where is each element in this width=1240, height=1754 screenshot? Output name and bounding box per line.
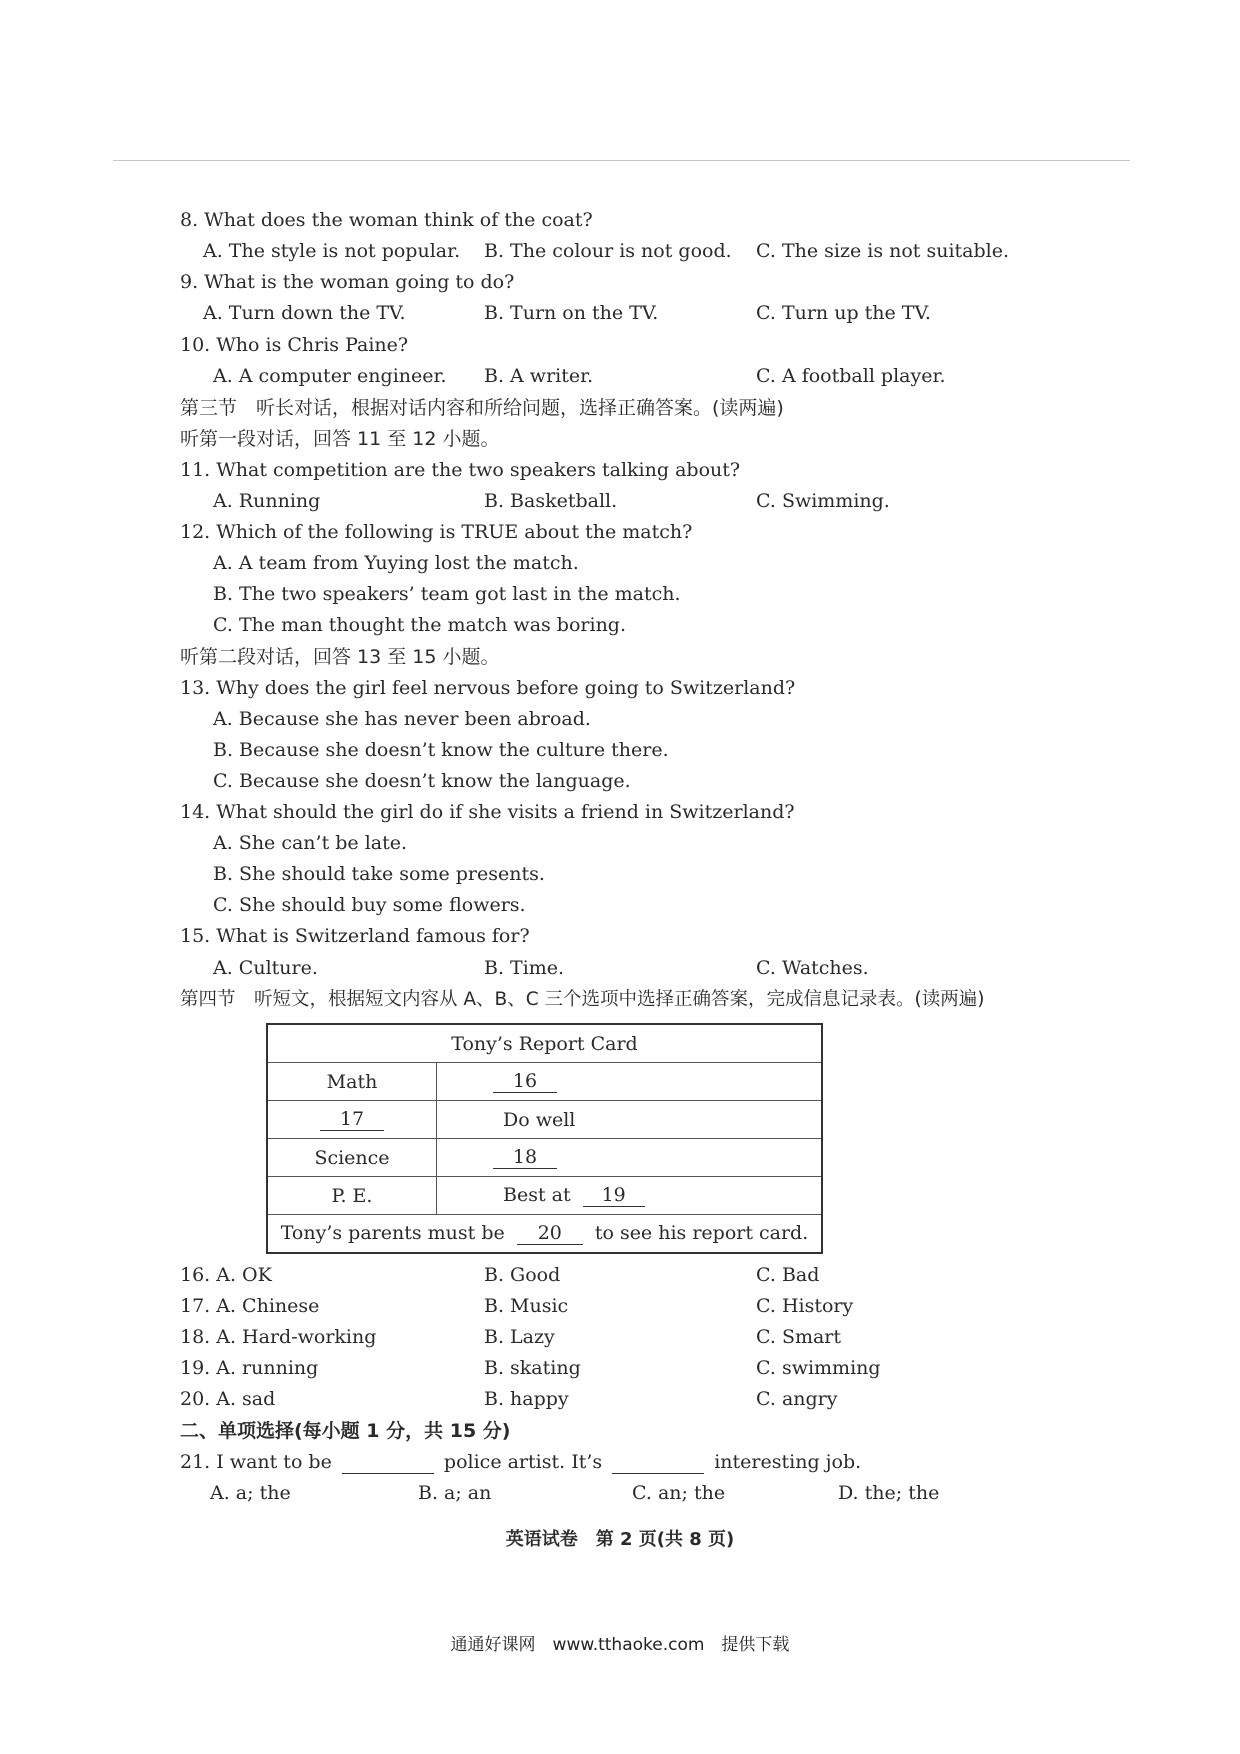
- q21-blank-1: [342, 1451, 434, 1474]
- q13-option-c: C. Because she doesn’t know the language.: [213, 770, 631, 792]
- q15-stem: 15. What is Switzerland famous for?: [180, 925, 530, 947]
- q21-stem: [180, 1450, 861, 1474]
- q17-option-a: 17. A. Chinese: [180, 1295, 320, 1317]
- q11-option-c: C. Swimming.: [756, 490, 890, 512]
- q13-option-a: A. Because she has never been abroad.: [213, 708, 591, 730]
- q10-option-b: B. A writer.: [484, 365, 594, 387]
- math-grade-cell: [437, 1063, 823, 1101]
- subject-science: Science: [267, 1139, 437, 1177]
- q9-option-b: B. Turn on the TV.: [484, 302, 659, 324]
- q21-option-d: D. the; the: [838, 1482, 940, 1504]
- blank-17: 17: [320, 1108, 384, 1131]
- q12-option-c: C. The man thought the match was boring.: [213, 614, 627, 636]
- q15-option-a: A. Culture.: [213, 957, 318, 979]
- blank-19: 19: [583, 1184, 645, 1207]
- best-at-label: Best at: [503, 1184, 571, 1206]
- q19-option-c: C. swimming: [756, 1357, 881, 1379]
- q19-option-b: B. skating: [484, 1357, 581, 1379]
- q21-option-a: A. a; the: [210, 1482, 291, 1504]
- report-card-footer: [267, 1215, 822, 1254]
- q12-option-b: B. The two speakers’ team got last in the match.: [213, 583, 681, 605]
- subject-math: Math: [267, 1063, 437, 1101]
- q8-option-c: C. The size is not suitable.: [756, 240, 1010, 262]
- q21-stem-pre: 21. I want to be: [180, 1451, 332, 1473]
- section-4-heading: 第四节 听短文，根据短文内容从 A、B、C 三个选项中选择正确答案，完成信息记录表。(读两遍): [180, 989, 985, 1010]
- q15-option-c: C. Watches.: [756, 957, 869, 979]
- q20-option-a: 20. A. sad: [180, 1388, 276, 1410]
- part-2-heading: 二、单项选择(每小题 1 分，共 15 分): [180, 1420, 511, 1442]
- q12-stem: 12. Which of the following is TRUE about the match?: [180, 521, 693, 543]
- dialog-1-instruction: 听第一段对话，回答 11 至 12 小题。: [180, 428, 500, 450]
- q15-option-b: B. Time.: [484, 957, 565, 979]
- subject-blank-cell: [267, 1101, 437, 1139]
- q9-stem: 9. What is the woman going to do?: [180, 271, 515, 293]
- dialog-2-instruction: 听第二段对话，回答 13 至 15 小题。: [180, 646, 500, 668]
- watermark: 通通好课网 www.tthaoke.com 提供下载: [450, 1635, 790, 1655]
- q21-stem-mid: police artist. It’s: [443, 1451, 603, 1473]
- q11-option-a: A. Running: [213, 490, 321, 512]
- q14-option-b: B. She should take some presents.: [213, 863, 545, 885]
- blank-16: 16: [493, 1070, 557, 1093]
- header-divider: [113, 160, 1130, 161]
- q21-blank-2: [612, 1451, 704, 1474]
- q10-stem: 10. Who is Chris Paine?: [180, 334, 409, 356]
- q16-option-c: C. Bad: [756, 1264, 820, 1286]
- q9-option-a: A. Turn down the TV.: [203, 302, 406, 324]
- q16-option-b: B. Good: [484, 1264, 561, 1286]
- blank-18: 18: [493, 1146, 557, 1169]
- q10-option-a: A. A computer engineer.: [213, 365, 447, 387]
- page-footer: 英语试卷 第 2 页(共 8 页): [505, 1529, 735, 1550]
- report-footer-post: to see his report card.: [594, 1222, 809, 1244]
- q20-option-b: B. happy: [484, 1388, 569, 1410]
- science-grade-cell: [437, 1139, 823, 1177]
- q21-option-b: B. a; an: [418, 1482, 492, 1504]
- q13-option-b: B. Because she doesn’t know the culture there.: [213, 739, 669, 761]
- q21-option-c: C. an; the: [632, 1482, 726, 1504]
- q17-option-b: B. Music: [484, 1295, 569, 1317]
- q16-option-a: 16. A. OK: [180, 1264, 272, 1286]
- q8-option-b: B. The colour is not good.: [484, 240, 732, 262]
- q8-option-a: A. The style is not popular.: [203, 240, 461, 262]
- pe-grade-cell: [437, 1177, 823, 1215]
- subject-pe: P. E.: [267, 1177, 437, 1215]
- q18-option-a: 18. A. Hard-working: [180, 1326, 377, 1348]
- q18-option-c: C. Smart: [756, 1326, 842, 1348]
- q14-option-a: A. She can’t be late.: [213, 832, 408, 854]
- q20-option-c: C. angry: [756, 1388, 838, 1410]
- q13-stem: 13. Why does the girl feel nervous before going to Switzerland?: [180, 677, 796, 699]
- q14-stem: 14. What should the girl do if she visits a friend in Switzerland?: [180, 801, 795, 823]
- q11-option-b: B. Basketball.: [484, 490, 618, 512]
- q19-option-a: 19. A. running: [180, 1357, 319, 1379]
- q14-option-c: C. She should buy some flowers.: [213, 894, 526, 916]
- section-3-heading: 第三节 听长对话，根据对话内容和所给问题，选择正确答案。(读两遍): [180, 397, 784, 419]
- q12-option-a: A. A team from Yuying lost the match.: [213, 552, 579, 574]
- report-card-title: Tony’s Report Card: [267, 1024, 822, 1063]
- q11-stem: 11. What competition are the two speakers talking about?: [180, 459, 741, 481]
- do-well-cell: Do well: [437, 1101, 823, 1139]
- report-footer-pre: Tony’s parents must be: [280, 1222, 505, 1244]
- report-card-table: [266, 1023, 823, 1254]
- q8-stem: 8. What does the woman think of the coat?: [180, 209, 593, 231]
- q9-option-c: C. Turn up the TV.: [756, 302, 931, 324]
- q21-stem-post: interesting job.: [714, 1451, 862, 1473]
- q17-option-c: C. History: [756, 1295, 854, 1317]
- q18-option-b: B. Lazy: [484, 1326, 555, 1348]
- blank-20: 20: [517, 1222, 583, 1245]
- q10-option-c: C. A football player.: [756, 365, 946, 387]
